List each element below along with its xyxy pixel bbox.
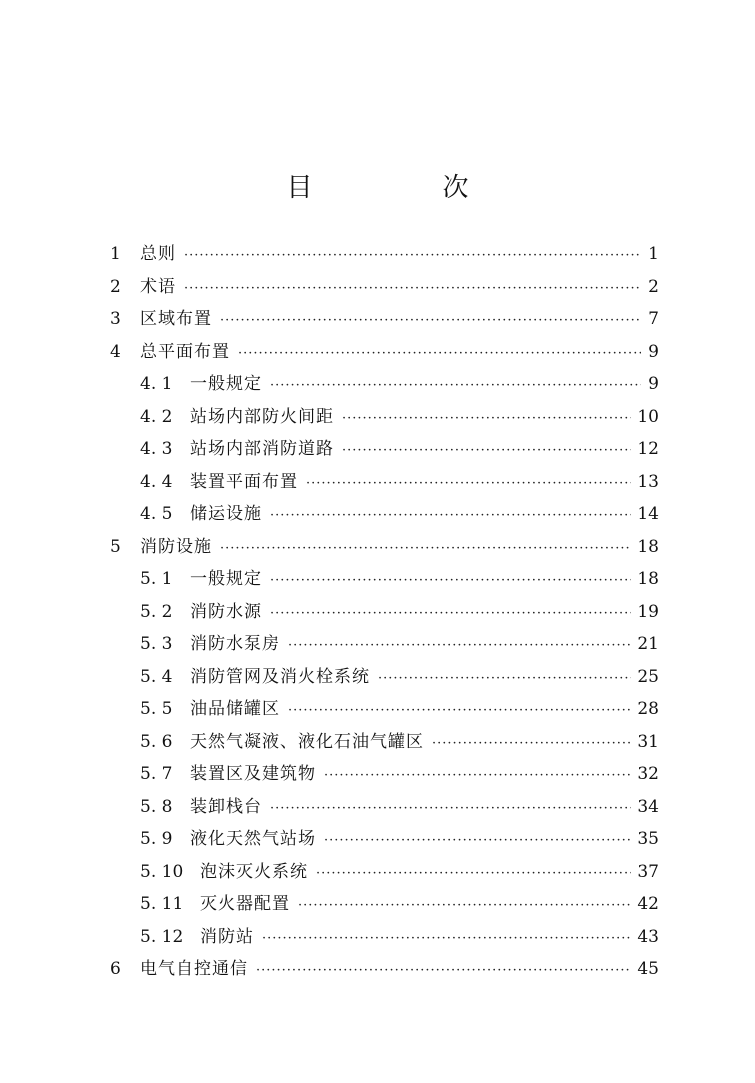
toc-entry[interactable]	[140, 888, 659, 920]
toc-entry-label: 消防站	[200, 927, 254, 947]
toc-entry[interactable]	[140, 693, 659, 725]
toc-entry-number: 5. 9	[140, 829, 173, 849]
toc-entry-number: 2	[110, 277, 121, 297]
toc-entry-number: 5. 8	[140, 797, 173, 817]
toc-dot-leader	[306, 468, 631, 500]
toc-entry-page: 7	[648, 309, 659, 329]
toc-entry[interactable]	[110, 271, 659, 303]
toc-entry[interactable]	[110, 336, 659, 368]
toc-entry[interactable]	[140, 726, 659, 758]
toc-entry-number: 6	[110, 959, 121, 979]
toc-entry[interactable]	[140, 596, 659, 628]
toc-entry-page: 31	[637, 732, 659, 752]
toc-entry-number: 4	[110, 342, 121, 362]
toc-entry-page: 12	[637, 439, 659, 459]
toc-entry-page: 28	[637, 699, 659, 719]
toc-entry[interactable]	[140, 466, 659, 498]
toc-entry-label: 总则	[140, 244, 176, 264]
toc-entry-label: 油品储罐区	[190, 699, 280, 719]
toc-entry-label: 灭火器配置	[200, 894, 290, 914]
toc-entry-number: 5. 12	[140, 927, 184, 947]
toc-entry-page: 9	[648, 374, 659, 394]
toc-entry-number: 5. 6	[140, 732, 173, 752]
toc-entry-label: 区域布置	[140, 309, 212, 329]
toc-entry[interactable]	[110, 303, 659, 335]
toc-dot-leader	[238, 338, 641, 370]
toc-entry[interactable]	[140, 368, 659, 400]
toc-entry-label: 消防管网及消火栓系统	[190, 667, 370, 687]
toc-entry-label: 总平面布置	[140, 342, 230, 362]
toc-entry-label: 消防水源	[190, 602, 262, 622]
toc-entry[interactable]	[140, 791, 659, 823]
toc-entry-page: 25	[637, 667, 659, 687]
toc-entry-page: 18	[637, 569, 659, 589]
toc-entry-page: 35	[637, 829, 659, 849]
toc-entry-number: 4. 3	[140, 439, 173, 459]
toc-dot-leader	[324, 760, 631, 792]
toc-dot-leader	[270, 598, 631, 630]
toc-dot-leader	[184, 240, 641, 272]
toc-entry-page: 1	[648, 244, 659, 264]
toc-dot-leader	[378, 663, 631, 695]
toc-entry-page: 13	[637, 472, 659, 492]
toc-entry[interactable]	[110, 953, 659, 985]
toc-entry-number: 5. 4	[140, 667, 173, 687]
toc-entry-page: 45	[637, 959, 659, 979]
toc-entry-label: 电气自控通信	[140, 959, 248, 979]
toc-entry-label: 液化天然气站场	[190, 829, 316, 849]
toc-entry-label: 装置区及建筑物	[190, 764, 316, 784]
toc-entry[interactable]	[110, 238, 659, 270]
toc-entry-number: 5	[110, 537, 121, 557]
toc-entry-page: 42	[637, 894, 659, 914]
toc-entry-label: 站场内部消防道路	[190, 439, 334, 459]
toc-entry-page: 18	[637, 537, 659, 557]
toc-entry-label: 装卸栈台	[190, 797, 262, 817]
page-title: 目 次	[286, 173, 521, 203]
toc-entry-number: 5. 7	[140, 764, 173, 784]
toc-dot-leader	[262, 923, 631, 955]
toc-entry-page: 19	[637, 602, 659, 622]
toc-dot-leader	[342, 435, 631, 467]
toc-dot-leader	[270, 500, 631, 532]
toc-entry-label: 消防水泵房	[190, 634, 280, 654]
toc-entry-page: 10	[637, 407, 659, 427]
toc-entry-page: 43	[637, 927, 659, 947]
toc-dot-leader	[184, 273, 641, 305]
toc-entry[interactable]	[140, 498, 659, 530]
toc-entry-label: 泡沫灭火系统	[200, 862, 308, 882]
toc-entry-label: 储运设施	[190, 504, 262, 524]
toc-dot-leader	[298, 890, 631, 922]
toc-entry[interactable]	[140, 661, 659, 693]
toc-entry-number: 4. 1	[140, 374, 173, 394]
toc-entry-number: 5. 10	[140, 862, 184, 882]
toc-dot-leader	[288, 630, 631, 662]
toc-dot-leader	[270, 793, 631, 825]
toc-entry-page: 34	[637, 797, 659, 817]
toc-entry[interactable]	[140, 921, 659, 953]
toc-entry-number: 4. 2	[140, 407, 173, 427]
toc-entry-label: 术语	[140, 277, 176, 297]
toc-entry[interactable]	[140, 433, 659, 465]
toc-dot-leader	[316, 858, 631, 890]
toc-entry-page: 14	[637, 504, 659, 524]
toc-entry-page: 32	[637, 764, 659, 784]
toc-dot-leader	[270, 565, 631, 597]
toc-entry-number: 5. 1	[140, 569, 173, 589]
toc-entry-label: 一般规定	[190, 374, 262, 394]
toc-entry-label: 消防设施	[140, 537, 212, 557]
toc-dot-leader	[256, 955, 631, 987]
toc-entry-number: 5. 5	[140, 699, 173, 719]
toc-entry[interactable]	[140, 823, 659, 855]
toc-entry-page: 37	[637, 862, 659, 882]
toc-dot-leader	[432, 728, 631, 760]
toc-dot-leader	[288, 695, 631, 727]
toc-entry-number: 1	[110, 244, 121, 264]
toc-entry-label: 一般规定	[190, 569, 262, 589]
toc-entry-page: 2	[648, 277, 659, 297]
toc-entry-number: 4. 5	[140, 504, 173, 524]
toc-entry-number: 5. 2	[140, 602, 173, 622]
toc-entry[interactable]	[140, 758, 659, 790]
toc-dot-leader	[324, 825, 631, 857]
toc-entry-number: 5. 11	[140, 894, 184, 914]
toc-entry-page: 21	[637, 634, 659, 654]
toc-dot-leader	[270, 370, 641, 402]
toc-dot-leader	[342, 403, 631, 435]
toc-entry[interactable]	[110, 531, 659, 563]
toc-entry-label: 天然气凝液、液化石油气罐区	[190, 732, 424, 752]
toc-entry-number: 3	[110, 309, 121, 329]
toc-entry-label: 站场内部防火间距	[190, 407, 334, 427]
toc-entry-number: 5. 3	[140, 634, 173, 654]
toc-entry[interactable]	[140, 401, 659, 433]
toc-dot-leader	[220, 533, 631, 565]
toc-entry-page: 9	[648, 342, 659, 362]
toc-entry[interactable]	[140, 856, 659, 888]
toc-entry[interactable]	[140, 628, 659, 660]
toc-entry[interactable]	[140, 563, 659, 595]
toc-entry-label: 装置平面布置	[190, 472, 298, 492]
toc-entry-number: 4. 4	[140, 472, 173, 492]
toc-dot-leader	[220, 305, 641, 337]
